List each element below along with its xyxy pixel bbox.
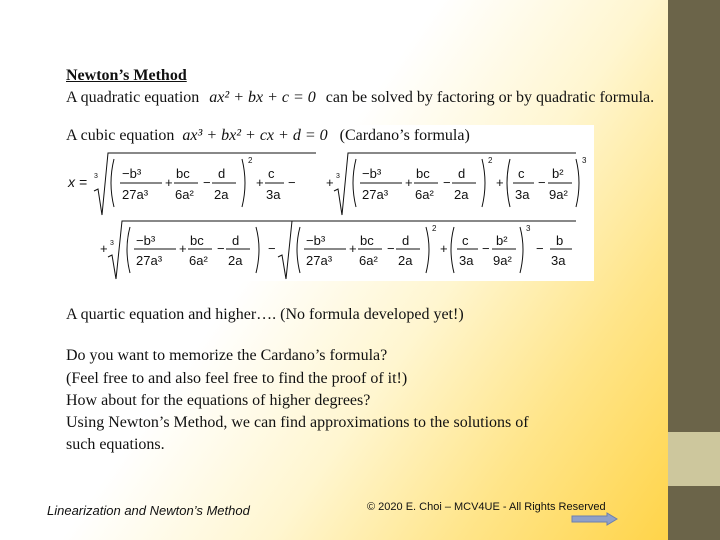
f-minus: − bbox=[482, 241, 490, 256]
body-line-3: How about for the equations of higher degrees? bbox=[66, 392, 371, 409]
f-plus: + bbox=[440, 241, 448, 256]
cubic-line bbox=[66, 127, 470, 145]
f-bc: bc bbox=[190, 233, 204, 248]
f-b2: b² bbox=[496, 233, 508, 248]
f-9a2: 9a² bbox=[493, 253, 512, 268]
cubic-formula-panel bbox=[64, 125, 594, 281]
f-plus: + bbox=[256, 175, 264, 190]
quadratic-prefix: A quadratic equation bbox=[66, 89, 200, 106]
sidebar-block-lower bbox=[668, 432, 720, 486]
footer-copyright: © 2020 E. Choi – MCV4UE - All Rights Reserved bbox=[367, 501, 606, 513]
f-minus: − bbox=[288, 175, 296, 190]
f-plus: + bbox=[165, 175, 173, 190]
f-d: d bbox=[402, 233, 410, 248]
f-plus: + bbox=[179, 241, 187, 256]
f-27a3: 27a³ bbox=[362, 187, 389, 202]
f-d: d bbox=[232, 233, 240, 248]
f-d: d bbox=[458, 166, 466, 181]
f-plus: + bbox=[496, 175, 504, 190]
cubic-prefix: A cubic equation bbox=[66, 127, 175, 144]
f-3a: 3a bbox=[266, 187, 281, 202]
f-9a2: 9a² bbox=[549, 187, 568, 202]
quadratic-suffix: can be solved by factoring or by quadratic formula. bbox=[325, 89, 655, 106]
cubic-equation: ax³ + bx² + cx + d = 0 bbox=[182, 127, 328, 144]
f-b: b bbox=[556, 233, 564, 248]
f-exp3: 3 bbox=[582, 156, 587, 165]
f-plus: + bbox=[100, 241, 108, 256]
root-index: 3 bbox=[110, 240, 114, 247]
f-3a: 3a bbox=[551, 253, 566, 268]
f-neg-b3: −b³ bbox=[362, 166, 382, 181]
f-exp2: 2 bbox=[432, 224, 437, 233]
quartic-line: A quartic equation and higher…. (No formula developed yet!) bbox=[66, 306, 464, 323]
f-27a3: 27a³ bbox=[306, 253, 333, 268]
f-6a2: 6a² bbox=[415, 187, 434, 202]
root-index: 3 bbox=[336, 173, 340, 180]
f-minus: − bbox=[538, 175, 546, 190]
f-exp2: 2 bbox=[248, 156, 253, 165]
quadratic-line bbox=[66, 89, 666, 111]
quadratic-equation: ax² + bx + c = 0 bbox=[209, 89, 316, 106]
f-27a3: 27a³ bbox=[122, 187, 149, 202]
f-neg-b3: −b³ bbox=[136, 233, 156, 248]
root-index: 3 bbox=[94, 173, 98, 180]
body-line-5: such equations. bbox=[66, 436, 165, 453]
f-3a: 3a bbox=[459, 253, 474, 268]
f-c: c bbox=[462, 233, 469, 248]
f-plus: + bbox=[349, 241, 357, 256]
f-2a: 2a bbox=[454, 187, 469, 202]
f-neg-b3: −b³ bbox=[306, 233, 326, 248]
f-minus: − bbox=[268, 241, 276, 256]
f-2a: 2a bbox=[214, 187, 229, 202]
f-minus: − bbox=[536, 241, 544, 256]
f-c: c bbox=[518, 166, 525, 181]
footer-title: Linearization and Newton’s Method bbox=[47, 503, 250, 518]
next-arrow-icon[interactable] bbox=[571, 512, 619, 526]
slide-heading: Newton’s Method bbox=[66, 67, 187, 84]
f-plus: + bbox=[405, 175, 413, 190]
f-6a2: 6a² bbox=[175, 187, 194, 202]
f-2a: 2a bbox=[228, 253, 243, 268]
f-plus: + bbox=[326, 175, 334, 190]
body-line-2: (Feel free to and also feel free to find the proof of it!) bbox=[66, 370, 408, 387]
body-line-1: Do you want to memorize the Cardano’s formula? bbox=[66, 347, 388, 364]
f-minus: − bbox=[387, 241, 395, 256]
f-neg-b3: −b³ bbox=[122, 166, 142, 181]
sidebar-block-top bbox=[668, 0, 720, 54]
f-6a2: 6a² bbox=[189, 253, 208, 268]
f-c: c bbox=[268, 166, 275, 181]
f-3a: 3a bbox=[515, 187, 530, 202]
x-equals: x = bbox=[68, 174, 88, 190]
f-minus: − bbox=[443, 175, 451, 190]
body-line-4: Using Newton’s Method, we can find approximations to the solutions of bbox=[66, 414, 529, 431]
cubic-note: (Cardano’s formula) bbox=[339, 127, 470, 144]
f-6a2: 6a² bbox=[359, 253, 378, 268]
f-27a3: 27a³ bbox=[136, 253, 163, 268]
f-b2: b² bbox=[552, 166, 564, 181]
f-d: d bbox=[218, 166, 226, 181]
f-bc: bc bbox=[416, 166, 430, 181]
f-bc: bc bbox=[360, 233, 374, 248]
f-2a: 2a bbox=[398, 253, 413, 268]
f-exp3: 3 bbox=[526, 224, 531, 233]
f-minus: − bbox=[203, 175, 211, 190]
f-exp2: 2 bbox=[488, 156, 493, 165]
f-minus: − bbox=[217, 241, 225, 256]
f-bc: bc bbox=[176, 166, 190, 181]
cardano-formula bbox=[64, 145, 594, 281]
